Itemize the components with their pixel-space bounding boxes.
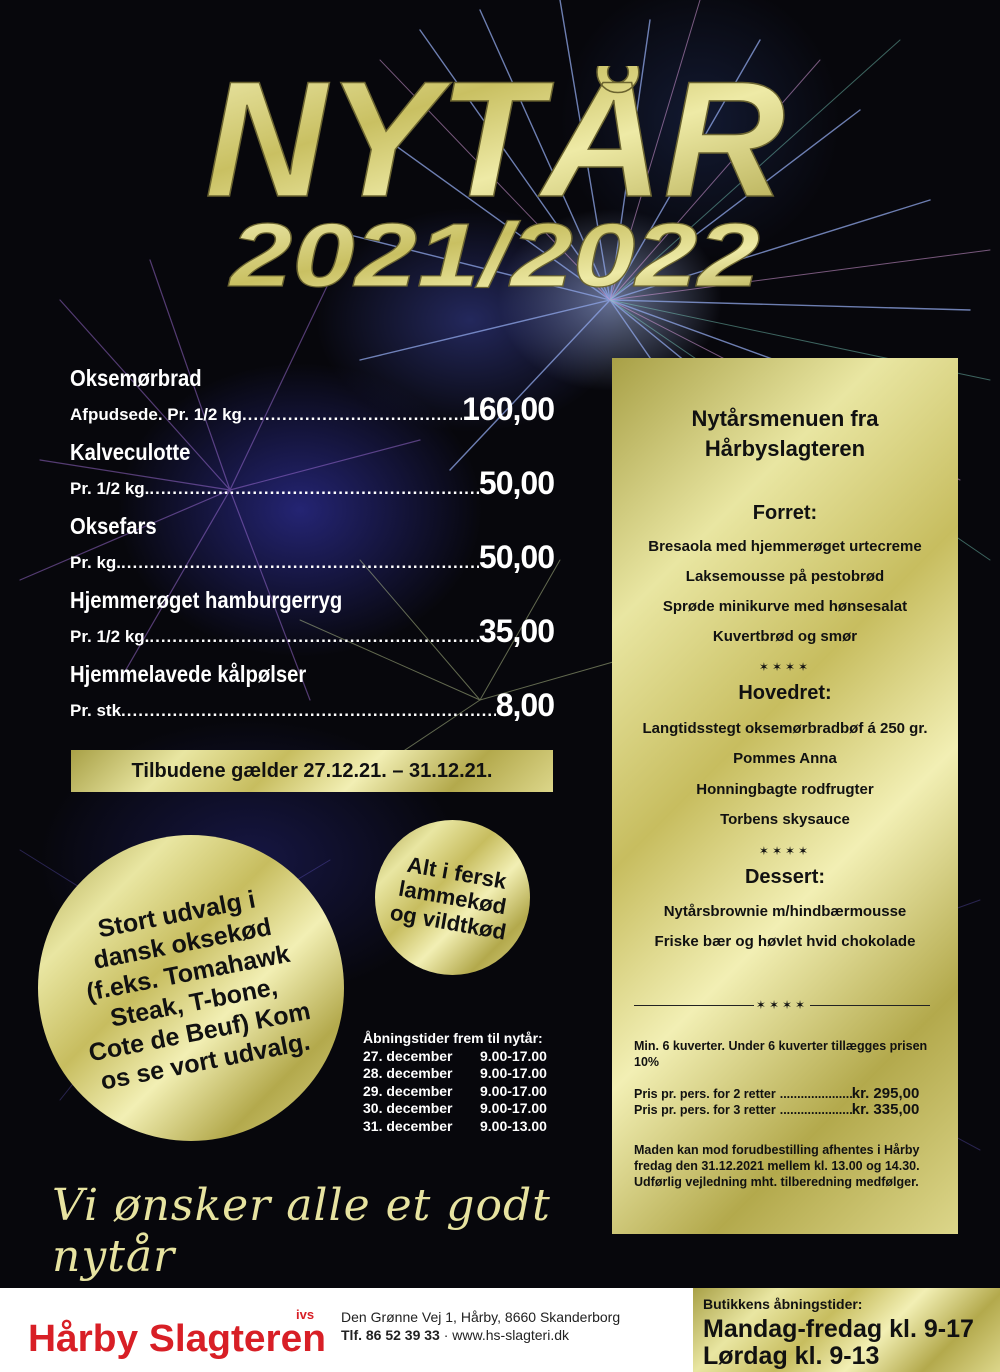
- years-text: 2021/2022: [227, 212, 761, 298]
- hours-time: 9.00-17.00: [480, 1100, 547, 1116]
- menu-item: Sprøde minikurve med hønsesalat: [662, 598, 908, 615]
- starter-heading: Forret:: [752, 502, 818, 524]
- hours-day: 27. december: [363, 1047, 453, 1064]
- lamb-game-text: Alt i fersk lammekød og vildtkød: [388, 851, 509, 945]
- lamb-game-badge: [375, 820, 530, 975]
- years-title: [225, 212, 765, 298]
- hours-time: 9.00-17.00: [480, 1082, 547, 1099]
- product-name: Hjemmerøget hamburgerryg: [70, 587, 343, 613]
- store-contact: [341, 1308, 620, 1344]
- price-value: kr. 335,00: [851, 1101, 920, 1118]
- product-item: [70, 587, 554, 649]
- product-item: [70, 661, 554, 723]
- product-price: 8,00: [495, 687, 554, 723]
- menu-prices: [634, 1086, 944, 1118]
- harby-slagteren-logo: [28, 1303, 338, 1363]
- menu-item: Langtidsstegt oksemørbradbøf á 250 gr.: [642, 720, 928, 737]
- offer-validity-text: Tilbudene gælder 27.12.21. – 31.12.21.: [131, 759, 493, 782]
- hours-day: 29. december: [363, 1082, 453, 1099]
- menu-title: [612, 404, 958, 464]
- hours-row: [363, 1118, 603, 1136]
- hours-row: [363, 1048, 603, 1066]
- menu-item: Pommes Anna: [733, 750, 837, 767]
- dot-leader: [121, 701, 496, 721]
- product-unit: Pr. kg.: [70, 553, 122, 572]
- logo-text: Hårby Slagteren: [28, 1318, 326, 1360]
- main-course-heading: Hovedret:: [738, 682, 832, 704]
- price-list: [70, 365, 554, 735]
- product-name: Kalveculotte: [70, 439, 191, 465]
- hours-row: [363, 1065, 603, 1083]
- page-title: [195, 66, 795, 216]
- price-label: Pris pr. pers. for 3 retter: [634, 1103, 776, 1117]
- product-name: Hjemmelavede kålpølser: [70, 661, 307, 687]
- dot-leader: [242, 405, 462, 425]
- beef-selection-text: Stort udvalg i dansk oksekød (f.eks. Tomahawk Steak, T-bone, Cote de Beuf) Kom os se vort udvalg.: [84, 885, 313, 1096]
- dessert-heading: Dessert:: [744, 866, 826, 888]
- footer: [0, 1288, 1000, 1372]
- hours-row: [363, 1100, 603, 1118]
- divider-stars: ✶✶✶✶: [755, 998, 809, 1012]
- hours-day: 31. december: [363, 1117, 453, 1134]
- hours-row: [363, 1083, 603, 1101]
- product-item: [70, 365, 554, 427]
- product-price: 35,00: [478, 613, 554, 649]
- product-name: Oksefars: [70, 513, 157, 539]
- dot-leader: [149, 479, 479, 499]
- price-value: kr. 295,00: [851, 1085, 920, 1102]
- menu-item: Torbens skysauce: [720, 811, 850, 828]
- hours-time: 9.00-13.00: [480, 1117, 547, 1134]
- product-name: Oksemørbrad: [70, 365, 202, 391]
- hours-time: 9.00-17.00: [480, 1047, 547, 1064]
- menu-item: Honningbagte rodfrugter: [696, 781, 874, 798]
- product-unit: Afpudsede. Pr. 1/2 kg: [70, 405, 242, 424]
- product-price: 160,00: [462, 391, 554, 427]
- price-row-2-courses: [634, 1086, 944, 1102]
- menu-item: Friske bær og høvlet hvid chokolade: [654, 933, 916, 950]
- dot-leader: [780, 1086, 852, 1102]
- store-address: Den Grønne Vej 1, Hårby, 8660 Skanderborg: [341, 1309, 621, 1325]
- minimum-covers-note: Min. 6 kuverter. Under 6 kuverter tillægges prisen 10%: [634, 1039, 928, 1069]
- product-unit: Pr. stk: [70, 701, 122, 720]
- menu-item: Nytårsbrownie m/hindbærmousse: [663, 903, 907, 920]
- stars-separator: ✶✶✶✶: [758, 844, 812, 858]
- beef-selection-badge: [38, 835, 344, 1141]
- dot-leader: [780, 1102, 852, 1118]
- store-hours-saturday: Lørdag kl. 9-13: [703, 1342, 880, 1370]
- product-unit: Pr. 1/2 kg.: [70, 479, 150, 498]
- menu-item: Bresaola med hjemmerøget urtecreme: [648, 538, 922, 555]
- price-row-3-courses: [634, 1102, 944, 1118]
- pickup-note: Maden kan mod forudbestilling afhentes i Hårby fredag den 31.12.2021 mellem kl. 13.00 og 14.30. Udførlig vejledning mht. tilberedning medfølger.: [634, 1143, 920, 1189]
- store-website[interactable]: www.hs-slagteri.dk: [452, 1327, 569, 1343]
- hours-time: 9.00-17.00: [480, 1065, 547, 1081]
- store-hours-heading: Butikkens åbningstider:: [703, 1296, 863, 1312]
- new-year-greeting: Vi ønsker alle et godt nytår: [52, 1180, 551, 1282]
- dot-leader: [121, 553, 479, 573]
- product-item: [70, 439, 554, 501]
- holiday-opening-hours: [363, 1030, 603, 1135]
- product-item: [70, 513, 554, 575]
- menu-item: Laksemousse på pestobrød: [685, 568, 885, 585]
- price-label: Pris pr. pers. for 2 retter: [634, 1087, 776, 1101]
- new-year-menu-panel: [612, 358, 958, 1234]
- offer-validity-banner: [71, 750, 553, 792]
- menu-title-line-1: Nytårsmenuen fra: [691, 406, 879, 431]
- product-price: 50,00: [478, 465, 554, 501]
- hours-day: 30. december: [363, 1100, 453, 1116]
- separator: ·: [443, 1327, 449, 1343]
- logo-suffix: ivs: [296, 1307, 315, 1322]
- store-opening-hours: [693, 1288, 1000, 1372]
- product-price: 50,00: [478, 539, 554, 575]
- dot-leader: [149, 627, 479, 647]
- holiday-hours-heading: Åbningstider frem til nytår:: [363, 1030, 543, 1046]
- menu-item: Kuvertbrød og smør: [712, 628, 858, 645]
- hours-day: 28. december: [363, 1065, 453, 1081]
- menu-divider: [634, 998, 930, 1012]
- store-hours-weekday: Mandag-fredag kl. 9-17: [703, 1315, 974, 1343]
- menu-title-line-2: Hårbyslagteren: [704, 436, 866, 461]
- product-unit: Pr. 1/2 kg.: [70, 627, 150, 646]
- store-phone: Tlf. 86 52 39 33: [341, 1327, 440, 1343]
- title-text: NYTÅR: [205, 66, 785, 216]
- stars-separator: ✶✶✶✶: [758, 660, 812, 674]
